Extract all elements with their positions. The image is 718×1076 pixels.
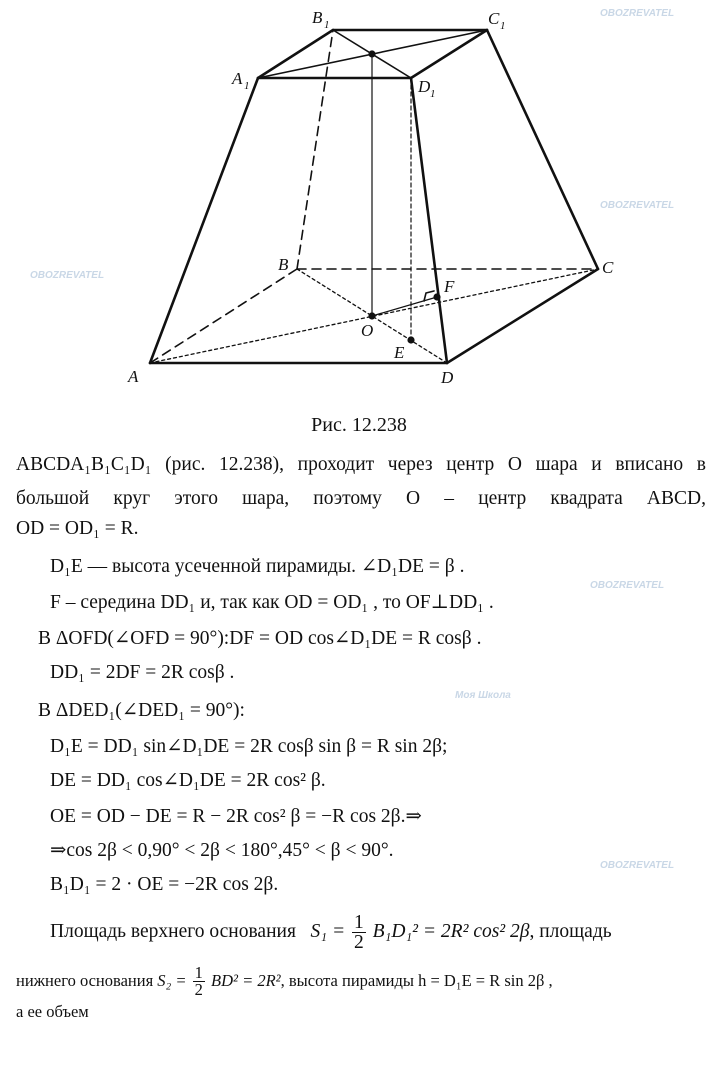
point-E	[407, 336, 414, 343]
label-D1: D	[418, 77, 431, 96]
text-line: D₁E = DD₁ sin∠D₁DE = 2R cosβ sin β = R sin 2β;	[50, 736, 448, 757]
text-line: F – середина DD₁ и, так как OD = OD₁ , то OF⊥DD₁ .	[50, 592, 494, 613]
label-B1-sub: 1	[324, 19, 330, 31]
segment-OF	[372, 297, 437, 316]
area-bottom-rhs: BD² = 2R²	[211, 970, 281, 990]
text-line: OE = OD − DE = R − 2R cos² β = −R cos 2β.⇒	[50, 806, 422, 827]
fraction-half: $\frac{1}{2}$	[354, 911, 364, 954]
edge-DD1	[411, 78, 447, 363]
text-line: большой круг этого шара, поэтому O – центр квадрата ABCD,	[16, 488, 706, 509]
point-F	[433, 293, 440, 300]
label-E: E	[394, 343, 405, 362]
fraction-half: $\frac{1}{2}$	[194, 962, 203, 1000]
text-line: В ΔOFD(∠OFD = 90°):DF = OD cos∠D₁DE = R cosβ .	[38, 628, 482, 649]
label-D1-sub: 1	[430, 88, 436, 100]
point-top-center	[368, 50, 375, 57]
point-O	[368, 312, 375, 319]
text-line: ⇒cos 2β < 0,90° < 2β < 180°,45° < β < 90°.	[50, 840, 394, 861]
edge-DC	[447, 269, 598, 363]
solution-text	[16, 450, 712, 1023]
label-C1: C	[488, 9, 500, 28]
figure-caption: Рис. 12.238	[311, 414, 407, 436]
watermark-text: OBOZREVATEL	[600, 8, 675, 19]
area-bottom-lhs: S₂ =	[157, 970, 187, 990]
label-C: C	[602, 258, 614, 277]
text-line: DD₁ = 2DF = 2R cosβ .	[50, 662, 235, 683]
label-B1: B	[312, 8, 323, 27]
label-A1: A	[232, 69, 243, 88]
label-C1-sub: 1	[500, 20, 506, 32]
label-D: D	[441, 368, 454, 387]
text-line: ABCDA₁B₁C₁D₁ (рис. 12.238), проходит через центр O шара и вписано в	[16, 454, 706, 475]
text-line: B₁D₁ = 2 · OE = −2R cos 2β.	[50, 874, 279, 895]
text-line: В ΔDED₁(∠DED₁ = 90°):	[38, 700, 245, 721]
edge-CC1	[487, 30, 598, 269]
text-line: DE = DD₁ cos∠D₁DE = 2R cos² β.	[50, 770, 326, 791]
edge-AB	[150, 269, 297, 363]
text-line: D₁E — высота усеченной пирамиды. ∠D₁DE = β .	[50, 556, 465, 577]
text-line: а ее объем	[16, 1001, 89, 1021]
watermark-text: Моя Школа	[455, 690, 511, 701]
area-top-lhs: S₁ =	[310, 921, 346, 942]
edge-AA1	[150, 78, 258, 363]
label-A1-sub: 1	[244, 80, 250, 92]
area-bottom-tail: , высота пирамиды h = D₁E = R sin 2β ,	[280, 970, 553, 990]
label-A: A	[128, 367, 139, 386]
label-B: B	[278, 255, 289, 274]
area-top-rhs: B₁D₁² = 2R² cos² 2β	[372, 921, 530, 942]
area-top-lead: Площадь верхнего основания	[50, 921, 296, 942]
watermark-text: OBOZREVATEL	[600, 200, 675, 211]
area-bottom-lead: нижнего основания	[16, 970, 154, 990]
watermark-text: OBOZREVATEL	[600, 860, 675, 871]
label-F: F	[444, 277, 455, 296]
area-bottom-line	[16, 961, 712, 1001]
label-O: O	[361, 321, 374, 340]
area-top-tail: , площадь	[529, 921, 612, 942]
watermark-text: OBOZREVATEL	[590, 580, 665, 591]
watermark-text: OBOZREVATEL	[30, 270, 105, 281]
text-line: OD = OD₁ = R.	[16, 518, 139, 539]
area-top-line	[16, 912, 712, 953]
